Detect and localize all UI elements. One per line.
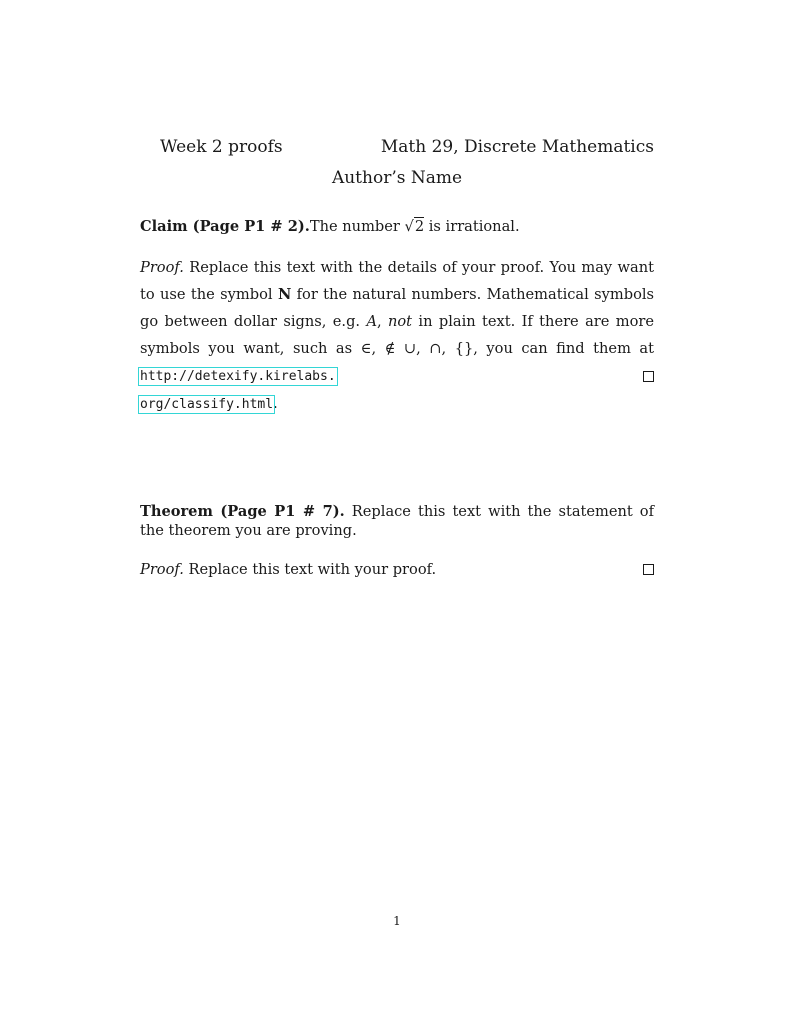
proof-1-text-1: Replace this text with the details of your proof. You may want to use the symbol (140, 259, 654, 303)
radical-sign: √ (404, 218, 414, 235)
claim-text-after: is irrational. (424, 218, 520, 235)
proof-1-text-5: . (273, 395, 278, 412)
header-left: Week 2 proofs (160, 137, 283, 157)
claim-statement (140, 213, 654, 240)
symbol-N: N (277, 286, 292, 303)
qed-box-1 (643, 371, 654, 382)
proof-1-text-4: in plain text. If there are more symbols you want, such as ∈, ∉ ∪, ∩, {}, you can find them at (140, 313, 654, 357)
header-right: Math 29, Discrete Mathematics (380, 137, 654, 157)
proof-2-text: Replace this text with your proof. (183, 561, 437, 578)
page-number: 1 (393, 914, 401, 928)
detexify-link-part-1[interactable]: http://detexify.kirelabs. (140, 369, 336, 384)
proof-2 (140, 556, 654, 583)
claim-text-before: The number (309, 218, 405, 235)
proof-1 (140, 254, 654, 418)
author-name: Author’s Name (331, 168, 463, 188)
theorem-text: Replace this text with the statement of the theorem you are proving. (140, 503, 654, 539)
symbol-A: A (366, 313, 377, 330)
proof-2-label: Proof. (140, 561, 184, 578)
proof-1-text-3: , (376, 313, 388, 330)
sqrt-2 (405, 213, 425, 240)
qed-box-2 (643, 564, 654, 575)
radicand: 2 (414, 218, 425, 235)
proof-1-label: Proof. (140, 259, 184, 276)
claim-label: Claim (Page P1 # 2). (140, 218, 310, 235)
theorem-label: Theorem (Page P1 # 7). (140, 503, 345, 520)
detexify-link-part-2[interactable]: org/classify.html (140, 397, 274, 412)
proof-1-text-2: for the natural numbers. Mathematical symbols go between dollar signs, e.g. (140, 286, 655, 330)
not-word: not (388, 313, 413, 330)
theorem-statement (140, 502, 654, 540)
